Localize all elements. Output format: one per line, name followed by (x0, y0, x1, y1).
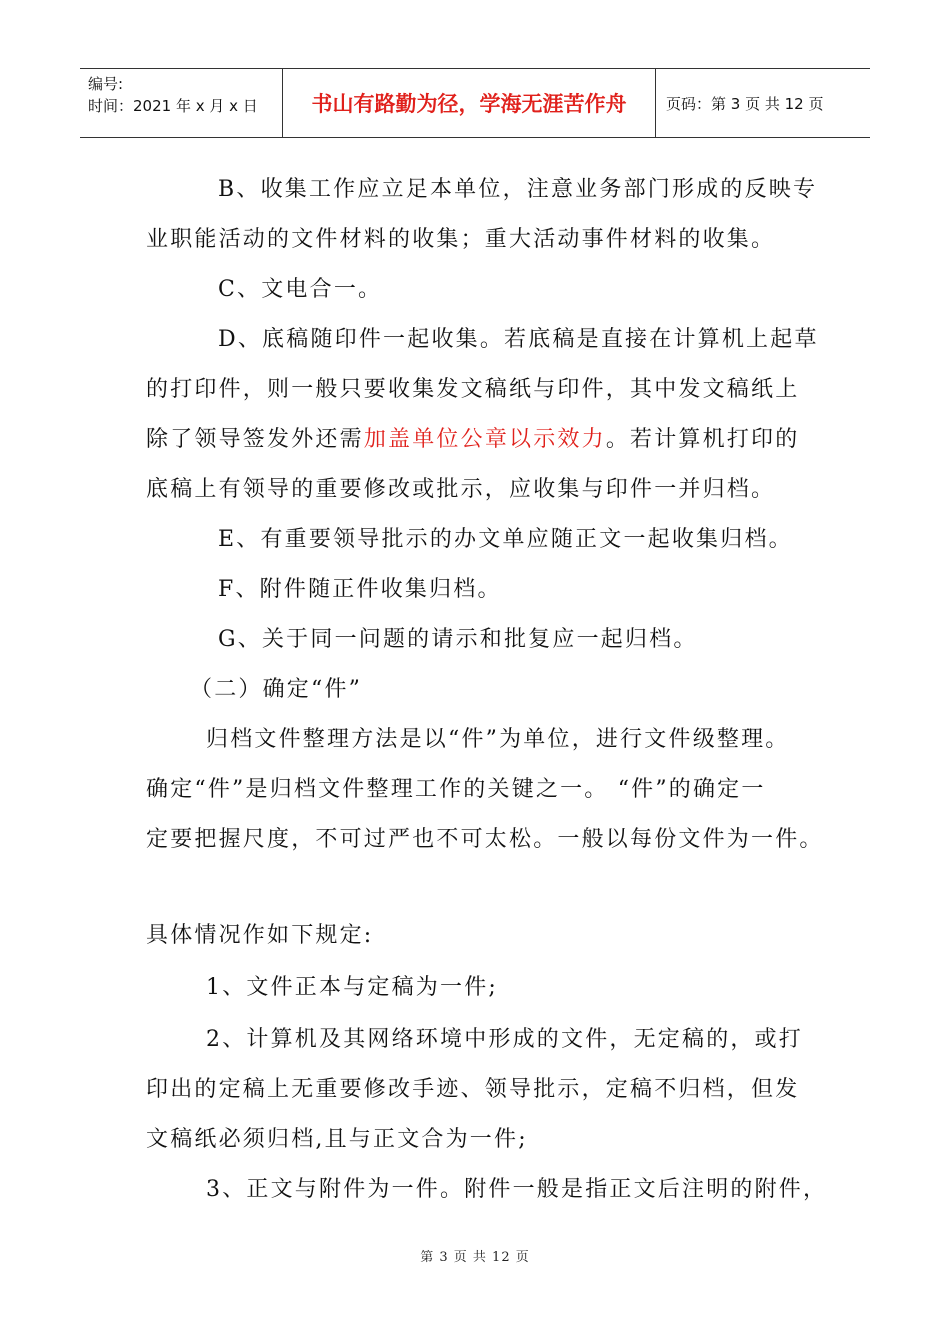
paragraph-line: G、关于同一问题的请示和批复应一起归档。 (218, 627, 698, 652)
paragraph-line: B、收集工作应立足本单位，注意业务部门形成的反映专 (218, 177, 818, 202)
paragraph-line: 定要把握尺度，不可过严也不可太松。一般以每份文件为一件。 (146, 827, 824, 852)
paragraph-line: 的打印件，则一般只要收集发文稿纸与印件，其中发文稿纸上 (146, 377, 800, 402)
paragraph-line: 确定“件”是归档文件整理工作的关键之一。 “件”的确定一 (146, 777, 766, 802)
list-item: 3、正文与附件为一件。附件一般是指正文后注明的附件， (206, 1177, 828, 1202)
header-meta (80, 69, 283, 137)
paragraph-line: 业职能活动的文件材料的收集；重大活动事件材料的收集。 (146, 227, 776, 252)
paragraph-line: 印出的定稿上无重要修改手迹、领导批示，定稿不归档，但发 (146, 1077, 800, 1102)
header-table (80, 68, 870, 138)
paragraph-line: 文稿纸必须归档,且与正文合为一件; (146, 1127, 528, 1152)
text-segment: 除了领导签发外还需 (146, 427, 364, 452)
page-footer: 第 3 页 共 12 页 (420, 1250, 530, 1265)
paragraph-line (146, 422, 799, 453)
header-motto: 书山有路勤为径，学海无涯苦作舟 (283, 69, 656, 137)
paragraph-line: 具体情况作如下规定: (146, 923, 374, 948)
section-heading: （二）确定“件” (190, 677, 363, 702)
list-item: 1、文件正本与定稿为一件; (206, 975, 499, 1000)
time-label: 时间：2021 年 x 月 x 日 (88, 97, 258, 115)
paragraph-line: E、有重要领导批示的办文单应随正文一起收集归档。 (218, 527, 793, 552)
code-label: 编号: (88, 75, 124, 93)
header-page-info: 页码：第 3 页 共 12 页 (666, 94, 824, 113)
list-item: 2、计算机及其网络环境中形成的文件，无定稿的，或打 (206, 1027, 803, 1052)
paragraph-line: F、附件随正件收集归档。 (218, 577, 502, 602)
paragraph-line: D、底稿随印件一起收集。若底稿是直接在计算机上起草 (218, 327, 819, 352)
paragraph-line: 底稿上有领导的重要修改或批示，应收集与印件一并归档。 (146, 477, 776, 502)
text-segment: 。若计算机打印的 (605, 427, 800, 452)
paragraph-line: C、文电合一。 (218, 277, 383, 302)
paragraph-line: 归档文件整理方法是以“件”为单位，进行文件级整理。 (206, 727, 790, 752)
highlighted-text: 加盖单位公章以示效力 (363, 427, 606, 452)
